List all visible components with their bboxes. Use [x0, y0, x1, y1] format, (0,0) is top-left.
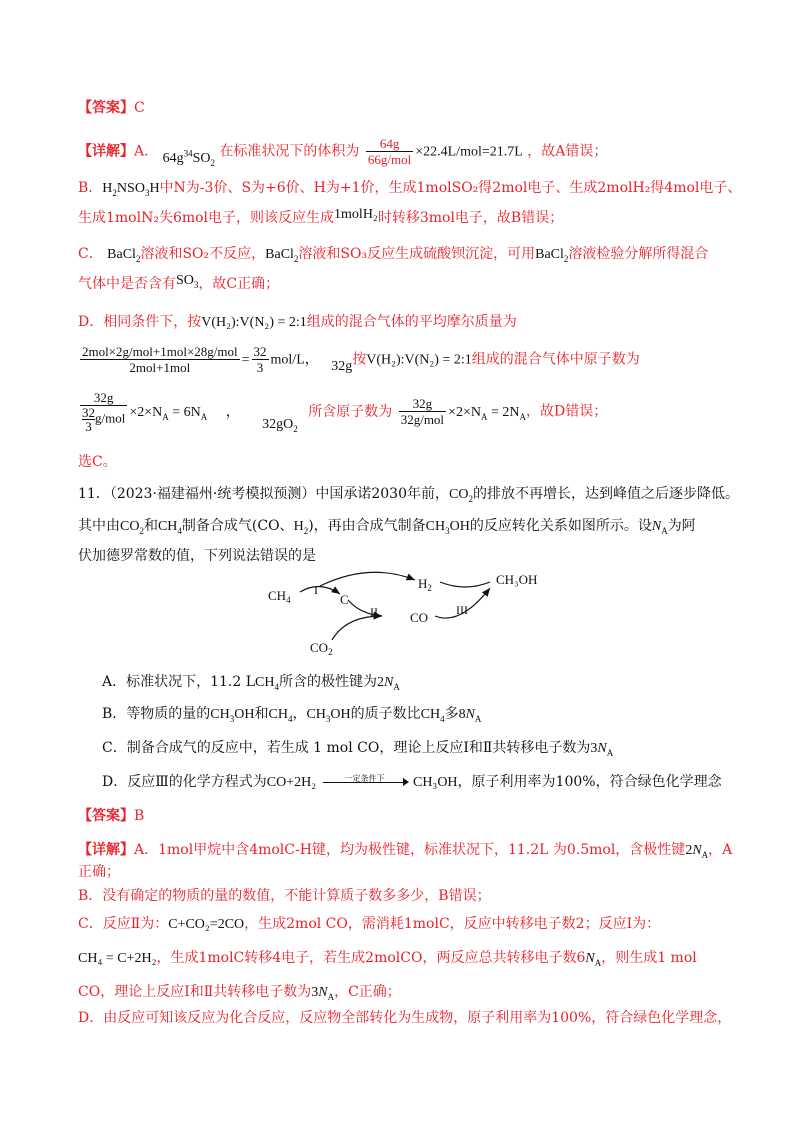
label-i: I	[314, 583, 318, 597]
q11-detail-d: D．由反应可知该反应为化合反应，反应物全部转化为生成物，原子利用率为100%，符合绿色化学理念，	[78, 1010, 732, 1026]
formula: BaCl$_2$	[265, 247, 299, 264]
node-h2: $H_2$	[418, 576, 432, 593]
detail-b-line2: 生成1molN₂失6mol电子，则该反应生成1molH₂时转移3mol电子，故B错误；	[78, 207, 564, 226]
q11-detail-b: B．没有确定的物质的量的数值，不能计算质子数多多少，B错误；	[78, 888, 491, 904]
label-ii: II	[370, 605, 378, 619]
q11-line1: 11．（2023·福建福州·统考模拟预测）中国承诺2030年前，$CO_2$的排放不再增长，达到峰值之后逐步降低。	[78, 486, 739, 504]
node-co: CO	[410, 610, 429, 625]
detail-d-line3: 32g $\frac{32}{3}$ g/mol $\times 2\times N_A = 6N_A$ ， $32gO_2$ 所含原子数为 $\frac{32g}{\text{32g/mol}}$ $\times 2\times N_A = 2N_A$，故D错误；	[82, 390, 608, 434]
answer-tag: 【答案】	[78, 100, 134, 116]
q11-detail-a: 【详解】A．1mol甲烷中含4molC-H键，均为极性键，标准状况下，11.2L 为0.5mol，含极性键$2N_A$，A	[78, 842, 733, 860]
answer-line-q10	[78, 98, 145, 118]
formula: BaCl$_2$	[107, 247, 141, 264]
text: ×22.4L/mol=21.7L	[415, 144, 523, 160]
reaction-arrow: 一定条件下	[321, 775, 409, 789]
detail-c-line: C． BaCl$_2$溶液和SO₂不反应，BaCl$_2$溶液和SO₃反应生成硫酸钡沉淀，可用BaCl$_2$溶液检验分解所得混合	[78, 246, 709, 264]
answer-value: C	[134, 100, 145, 116]
text: 在标准状况下的体积为	[219, 143, 360, 160]
fraction: $\frac{\text{2mol×2g/mol+1mol×28g/mol}}{\text{2mol+1mol}}$	[82, 344, 238, 375]
q11-line2: 其中由$CO_2$和$CH_4$制备合成气(CO、$H_2$)，再由合成气制备$CH_3OH$的反应转化关系如图所示。设$N_A$为阿	[78, 518, 696, 536]
q11-detail-a2: 正确；	[78, 864, 120, 880]
fraction: $\frac{64g}{\text{66g/mol}}$	[367, 136, 412, 167]
fraction: $\frac{32g}{\text{32g/mol}}$	[400, 396, 445, 427]
formula: $SO_3$	[176, 273, 199, 290]
reaction-diagram	[260, 570, 560, 662]
label-iii: III	[456, 603, 468, 617]
option-a[interactable]: A．标准状况下，11.2 $LCH_4$所含的极性键为$2N_A$	[102, 674, 400, 692]
mass-formula: $64g^{34}SO_2$	[162, 147, 215, 168]
detail-tag: 【详解】	[78, 143, 134, 160]
detail-b-line: B．$H_2NSO_3H$中N为-3价、S为+6价、H为+1价，生成1molSO₂得2mol电子、生成2molH₂得4mol电子、	[78, 180, 742, 198]
option-c[interactable]: C．制备合成气的反应中，若生成 1 mol CO，理论上反应Ⅰ和Ⅱ共转移电子数为$3N_A$	[102, 740, 614, 758]
arrow-h2-join	[440, 582, 490, 587]
q11-detail-c3: CO，理论上反应Ⅰ和Ⅱ共转移电子数为$3N_A$，C正确；	[78, 984, 401, 1002]
text: ，故A错误；	[527, 143, 608, 160]
answer-line-q11: 【答案】B	[78, 808, 145, 824]
detail-d-line2: $\frac{\text{2mol×2g/mol+1mol×28g/mol}}{\text{2mol+1mol}}$ = $\frac{32}{3}$ mol/L， 32g按V(H₂):V(N₂) = 2:1组成的混合气体中原子数为	[82, 344, 640, 375]
node-ch3oh: CH₃OH	[496, 572, 538, 587]
fraction: $\frac{32}{3}$	[253, 344, 267, 375]
node-ch4: $CH_4$	[268, 588, 291, 605]
option-label: A．	[134, 143, 159, 160]
node-co2: $CO_2$	[310, 640, 333, 657]
detail-a-line	[78, 136, 607, 167]
formula: BaCl$_2$	[535, 247, 569, 264]
detail-c-line2: 气体中是否含有$SO_3$，故C正确；	[78, 273, 280, 292]
option-b[interactable]: B．等物质的量的$CH_3OH$和$CH_4$，$CH_3OH$的质子数比$CH_4$多$8N_A$	[102, 706, 482, 724]
q11-detail-c2: CH₄ = C+2H₂，生成1molC转移4电子，若生成2molCO，两反应总共转移电子数$6N_A$，则生成1 mol	[78, 950, 697, 968]
arrow-to-h2	[320, 572, 415, 586]
final-answer: 选C。	[78, 454, 117, 470]
arrow-ch4-c	[300, 586, 340, 594]
arrow-co2-co	[332, 616, 382, 640]
formula: $H_2NSO_3H$	[102, 181, 160, 198]
fraction: 32g $\frac{32}{3}$ g/mol	[82, 390, 126, 434]
detail-d-line: D．相同条件下，按V(H₂):V(N₂) = 2:1组成的混合气体的平均摩尔质量为	[78, 314, 517, 330]
node-c: C	[340, 592, 349, 607]
option-d[interactable]: D．反应Ⅲ的化学方程式为CO+2H₂ 一定条件下 CH₃OH，原子利用率为100%，符合绿色化学理念	[102, 774, 722, 790]
q11-line3: 伏加德罗常数的值，下列说法错误的是	[78, 548, 316, 564]
q11-detail-c: C．反应Ⅱ为：C+CO₂=2CO，生成2mol CO，需消耗1molC，反应中转移电子数2；反应Ⅰ为：	[78, 916, 661, 932]
